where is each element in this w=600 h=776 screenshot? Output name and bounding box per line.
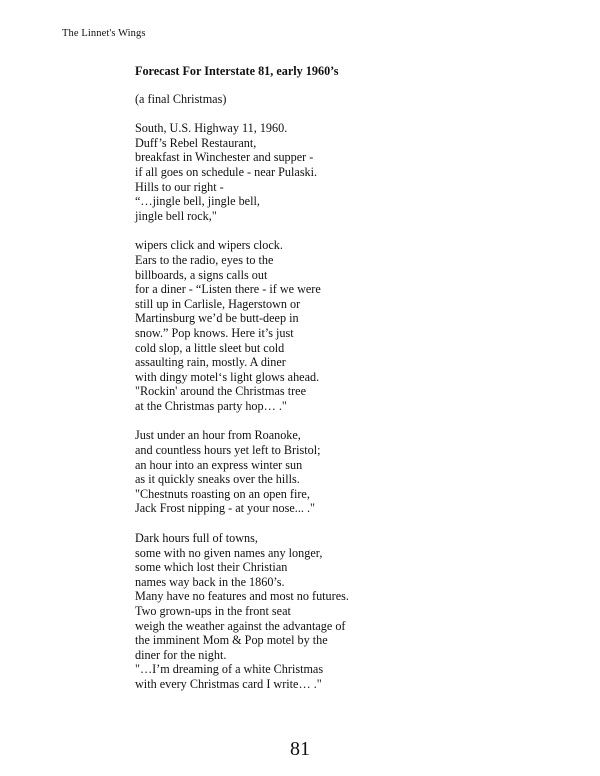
poem-line: "…I’m dreaming of a white Christmas xyxy=(135,662,324,677)
poem-line: the imminent Mom & Pop motel by the xyxy=(135,633,328,648)
stanza xyxy=(135,428,555,516)
stanza xyxy=(135,238,555,413)
poem-line: Ears to the radio, eyes to the xyxy=(135,252,274,267)
poem-line: jingle bell rock," xyxy=(135,208,217,223)
poem-line: Martinsburg we’d be butt-deep in xyxy=(135,311,299,326)
poem-line: some with no given names any longer, xyxy=(135,545,323,560)
poem-line: cold slop, a little sleet but cold xyxy=(135,340,285,355)
poem-line: Just under an hour from Roanoke, xyxy=(135,428,301,443)
poem-line: an hour into an express winter sun xyxy=(135,457,303,472)
poem-line: “…jingle bell, jingle bell, xyxy=(135,194,260,209)
poem-line: Many have no features and most no futures. xyxy=(135,589,349,604)
poem-line: for a diner - “Listen there - if we were xyxy=(135,282,321,297)
poem-line: "Rockin' around the Christmas tree xyxy=(135,384,306,399)
poem-line: names way back in the 1860’s. xyxy=(135,574,285,589)
poem-line: at the Christmas party hop… ." xyxy=(135,398,287,413)
poem-line: wipers click and wipers clock. xyxy=(135,238,283,253)
poem-line: still up in Carlisle, Hagerstown or xyxy=(135,296,301,311)
poem-line: snow.” Pop knows. Here it’s just xyxy=(135,325,294,340)
poem-line: and countless hours yet left to Bristol; xyxy=(135,443,321,458)
poem xyxy=(135,64,555,707)
stanza xyxy=(135,531,555,692)
poem-subtitle: (a final Christmas) xyxy=(135,91,227,106)
page-number: 81 xyxy=(290,738,310,760)
poem-line: breakfast in Winchester and supper - xyxy=(135,150,314,165)
poem-line: "Chestnuts roasting on an open fire, xyxy=(135,486,310,501)
poem-line: assaulting rain, mostly. A diner xyxy=(135,355,286,370)
poem-body xyxy=(135,121,555,691)
poem-line: with every Christmas card I write… ." xyxy=(135,676,322,691)
running-head: The Linnet's Wings xyxy=(62,28,146,39)
poem-line: weigh the weather against the advantage of xyxy=(135,618,346,633)
stanza xyxy=(135,121,555,223)
poem-line: Hills to our right - xyxy=(135,179,224,194)
poem-line: Duff’s Rebel Restaurant, xyxy=(135,135,257,150)
poem-line: if all goes on schedule - near Pulaski. xyxy=(135,164,318,179)
poem-title: Forecast For Interstate 81, early 1960’s xyxy=(135,64,339,78)
poem-line: as it quickly sneaks over the hills. xyxy=(135,472,300,487)
poem-line: with dingy motel‘s light glows ahead. xyxy=(135,369,320,384)
poem-line: Two grown-ups in the front seat xyxy=(135,604,291,618)
poem-line: diner for the night. xyxy=(135,647,227,662)
poem-line: Jack Frost nipping - at your nose... ." xyxy=(135,501,315,516)
poem-line: billboards, a signs calls out xyxy=(135,267,268,282)
poem-line: South, U.S. Highway 11, 1960. xyxy=(135,121,288,136)
poem-line: some which lost their Christian xyxy=(135,560,288,575)
poem-line: Dark hours full of towns, xyxy=(135,531,258,546)
